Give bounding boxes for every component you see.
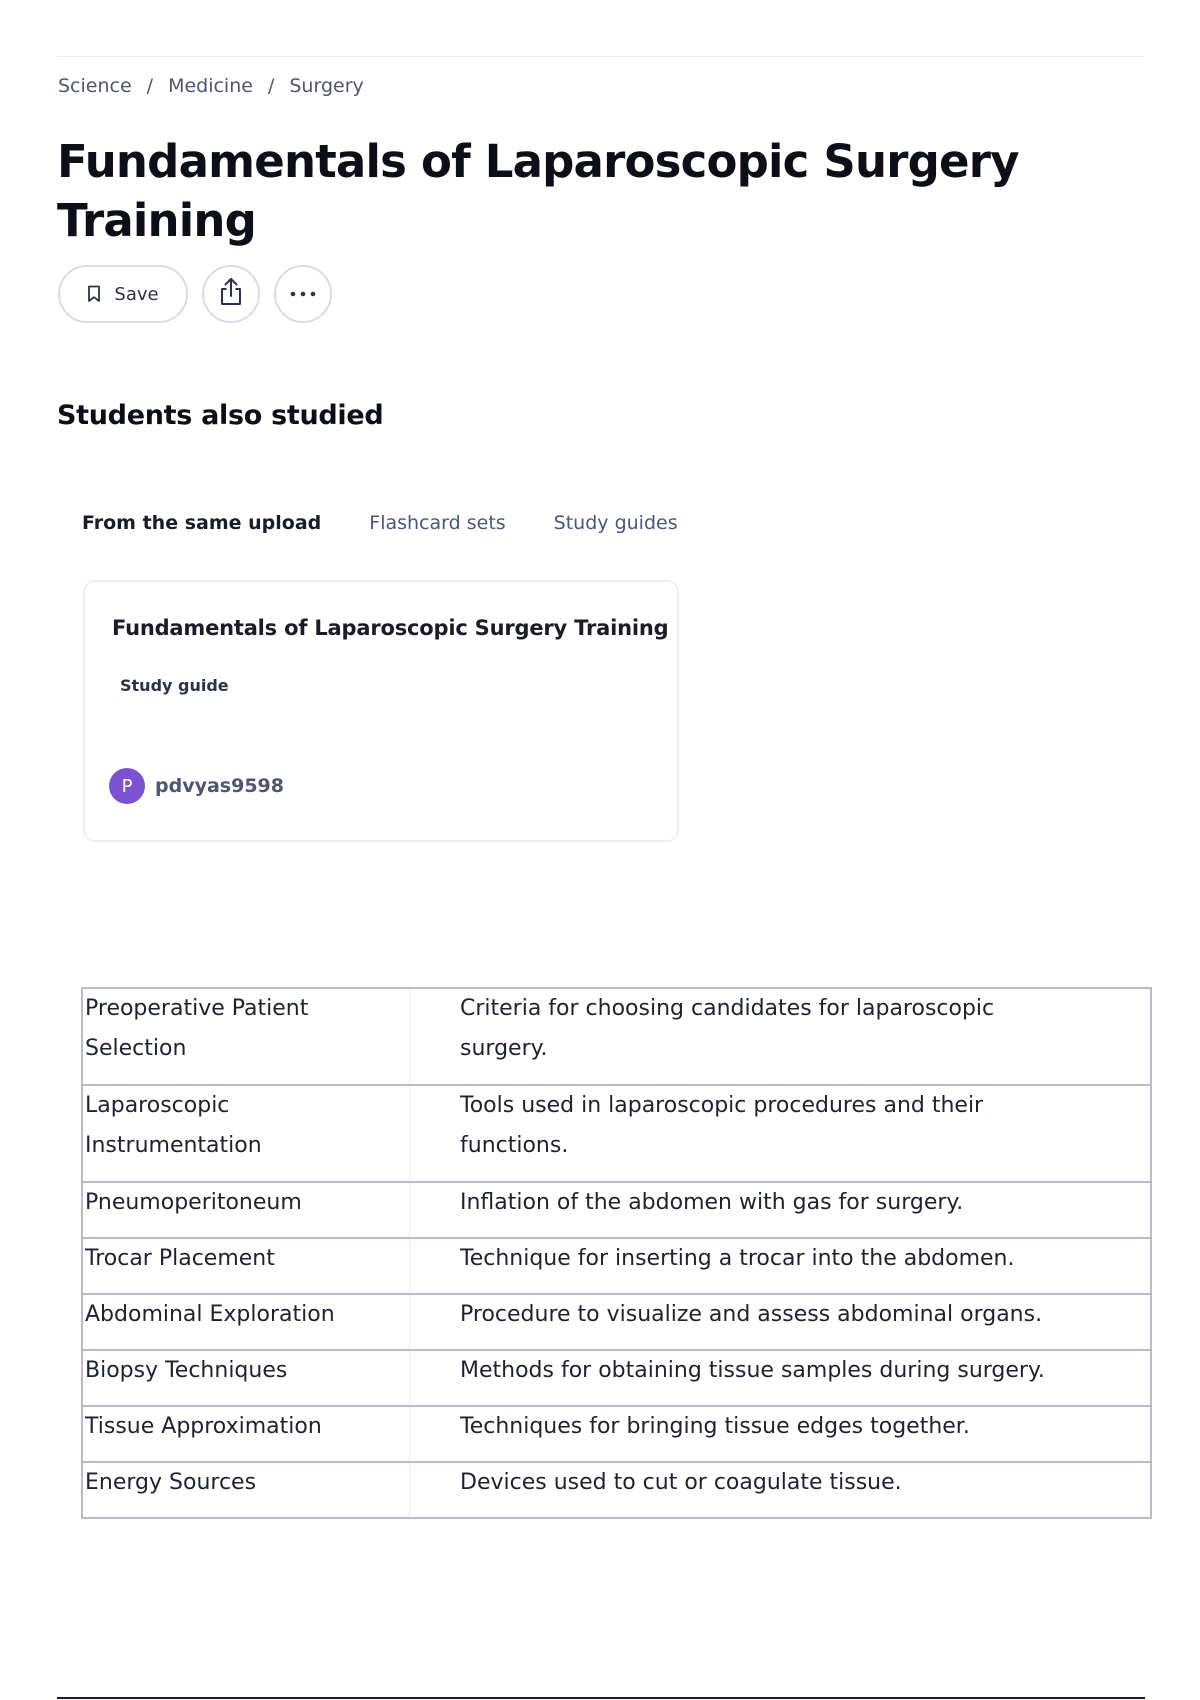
card-author (109, 768, 284, 804)
term-cell: Preoperative Patient Selection (82, 988, 410, 1085)
table-row (82, 1294, 1151, 1350)
breadcrumb-separator: / (267, 75, 275, 97)
breadcrumb-separator: / (146, 75, 154, 97)
top-divider (57, 56, 1145, 57)
definition-cell: Techniques for bringing tissue edges together. (410, 1406, 1152, 1462)
table-row (82, 1085, 1151, 1182)
card-type-badge: Study guide (120, 676, 229, 695)
terms-table (81, 987, 1152, 1519)
tab-flashcard-sets[interactable]: Flashcard sets (369, 512, 506, 534)
share-icon (218, 277, 244, 312)
save-button-label: Save (114, 283, 159, 305)
more-options-button[interactable] (274, 265, 332, 323)
term-cell: Pneumoperitoneum (82, 1182, 410, 1238)
share-button[interactable] (202, 265, 260, 323)
table-row (82, 1182, 1151, 1238)
card-title: Fundamentals of Laparoscopic Surgery Training (112, 616, 669, 640)
breadcrumb-link-science[interactable]: Science (58, 75, 132, 97)
definition-cell: Technique for inserting a trocar into the abdomen. (410, 1238, 1152, 1294)
definition-cell: Criteria for choosing candidates for laparoscopic surgery. (410, 988, 1152, 1085)
definition-cell: Devices used to cut or coagulate tissue. (410, 1462, 1152, 1518)
term-cell: Laparoscopic Instrumentation (82, 1085, 410, 1182)
term-cell: Tissue Approximation (82, 1406, 410, 1462)
definition-cell: Methods for obtaining tissue samples during surgery. (410, 1350, 1152, 1406)
table-row (82, 1406, 1151, 1462)
term-cell: Biopsy Techniques (82, 1350, 410, 1406)
breadcrumb-link-surgery[interactable]: Surgery (289, 75, 364, 97)
bookmark-icon (87, 285, 101, 303)
tab-study-guides[interactable]: Study guides (553, 512, 678, 534)
table-row (82, 1462, 1151, 1518)
term-cell: Trocar Placement (82, 1238, 410, 1294)
table-row (82, 988, 1151, 1085)
breadcrumb (58, 75, 364, 97)
bottom-divider (57, 1697, 1145, 1699)
action-bar (58, 265, 332, 323)
definition-cell: Procedure to visualize and assess abdominal organs. (410, 1294, 1152, 1350)
related-tabs (82, 512, 726, 534)
tab-from-the-same-upload[interactable]: From the same upload (82, 512, 322, 534)
term-cell: Energy Sources (82, 1462, 410, 1518)
table-row (82, 1238, 1151, 1294)
study-guide-card[interactable] (83, 580, 679, 842)
table-row (82, 1350, 1151, 1406)
section-heading-students-also-studied: Students also studied (57, 400, 384, 431)
term-cell: Abdominal Exploration (82, 1294, 410, 1350)
avatar: P (109, 768, 145, 804)
breadcrumb-link-medicine[interactable]: Medicine (168, 75, 253, 97)
save-button[interactable] (58, 265, 188, 323)
definition-cell: Tools used in laparoscopic procedures and their functions. (410, 1085, 1152, 1182)
page-title: Fundamentals of Laparoscopic Surgery Training (57, 135, 1019, 247)
more-horizontal-icon (289, 285, 317, 303)
author-name[interactable]: pdvyas9598 (155, 775, 284, 797)
definition-cell: Inflation of the abdomen with gas for surgery. (410, 1182, 1152, 1238)
